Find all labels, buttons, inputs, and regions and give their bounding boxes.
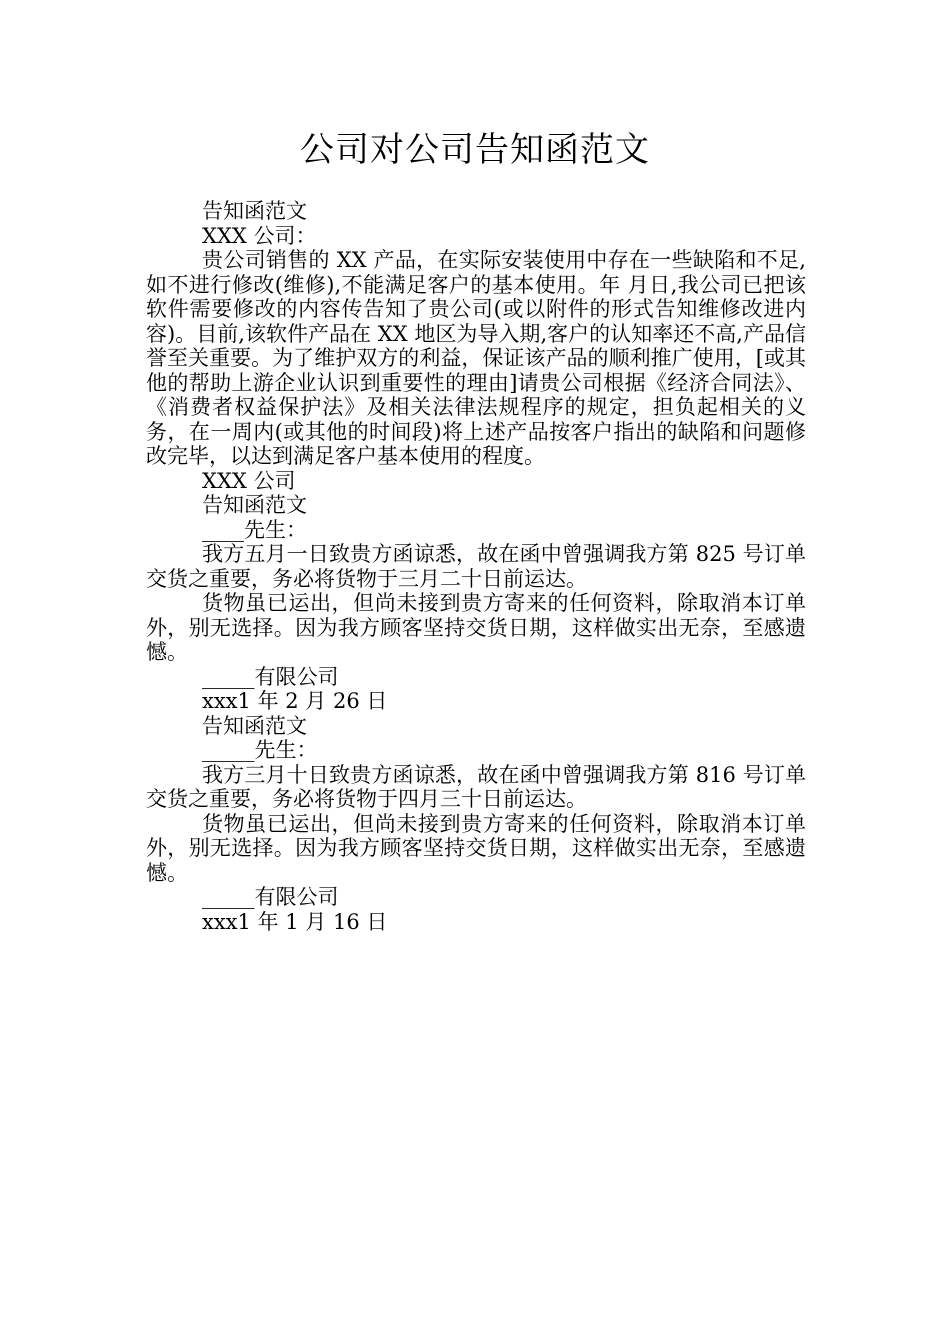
letter1-heading: 告知函范文 bbox=[202, 199, 307, 223]
letter1-body: 贵公司销售的 XX 产品，在实际安装使用中存在一些缺陷和不足,如不进行修改(维修),不能满足客户的基本使用。年 月日,我公司已把该软件需要修改的内容传告知了贵公司(或以附件的形式告知维修改进内容)。目前,该软件产品在 XX 地区为导入期,客户的认知率还不高,产品信誉至关重要。为了维护双方的利益，保证该产品的顺利推广使用，[或其他的帮助上游企业认识到重要性的理由]请贵公司根据《经济合同法》、《消费者权益保护法》及相关法律法规程序的规定，担负起相关的义务，在一周内(或其他的时间段)将上述产品按客户指出的缺陷和问题修改完毕，以达到满足客户基本使用的程度。 bbox=[146, 248, 806, 468]
letter3-date: xxx1 年 1 月 16 日 bbox=[202, 909, 388, 934]
letter2-heading: 告知函范文 bbox=[202, 493, 307, 517]
letter3-salutation: _____先生： bbox=[202, 738, 318, 762]
letter3-heading: 告知函范文 bbox=[202, 713, 307, 738]
document-body bbox=[146, 199, 806, 934]
letter1-salutation: XXX 公司： bbox=[202, 223, 317, 248]
letter3-paragraph-2: 货物虽已运出，但尚未接到贵方寄来的任何资料，除取消本订单外，别无选择。因为我方顾客坚持交货日期，这样做实出无奈，至感遗憾。 bbox=[146, 811, 806, 885]
letter2-date: xxx1 年 2 月 26 日 bbox=[202, 689, 388, 713]
letter2-paragraph-2: 货物虽已运出，但尚未接到贵方寄来的任何资料，除取消本订单外，别无选择。因为我方顾客坚持交货日期，这样做实出无奈，至感遗憾。 bbox=[146, 591, 806, 664]
letter3-signature: _____有限公司 bbox=[202, 885, 339, 909]
document-title: 公司对公司告知函范文 bbox=[300, 130, 650, 170]
letter2-paragraph-1: 我方五月一日致贵方函谅悉，故在函中曾强调我方第 825 号订单交货之重要，务必将货物于三月二十日前运达。 bbox=[146, 542, 806, 591]
letter2-signature: _____有限公司 bbox=[202, 664, 339, 689]
letter1-signature: XXX 公司 bbox=[202, 468, 296, 493]
letter3-paragraph-1: 我方三月十日致贵方函谅悉，故在函中曾强调我方第 816 号订单交货之重要，务必将货物于四月三十日前运达。 bbox=[146, 762, 806, 811]
letter2-salutation: ____先生： bbox=[202, 517, 307, 542]
